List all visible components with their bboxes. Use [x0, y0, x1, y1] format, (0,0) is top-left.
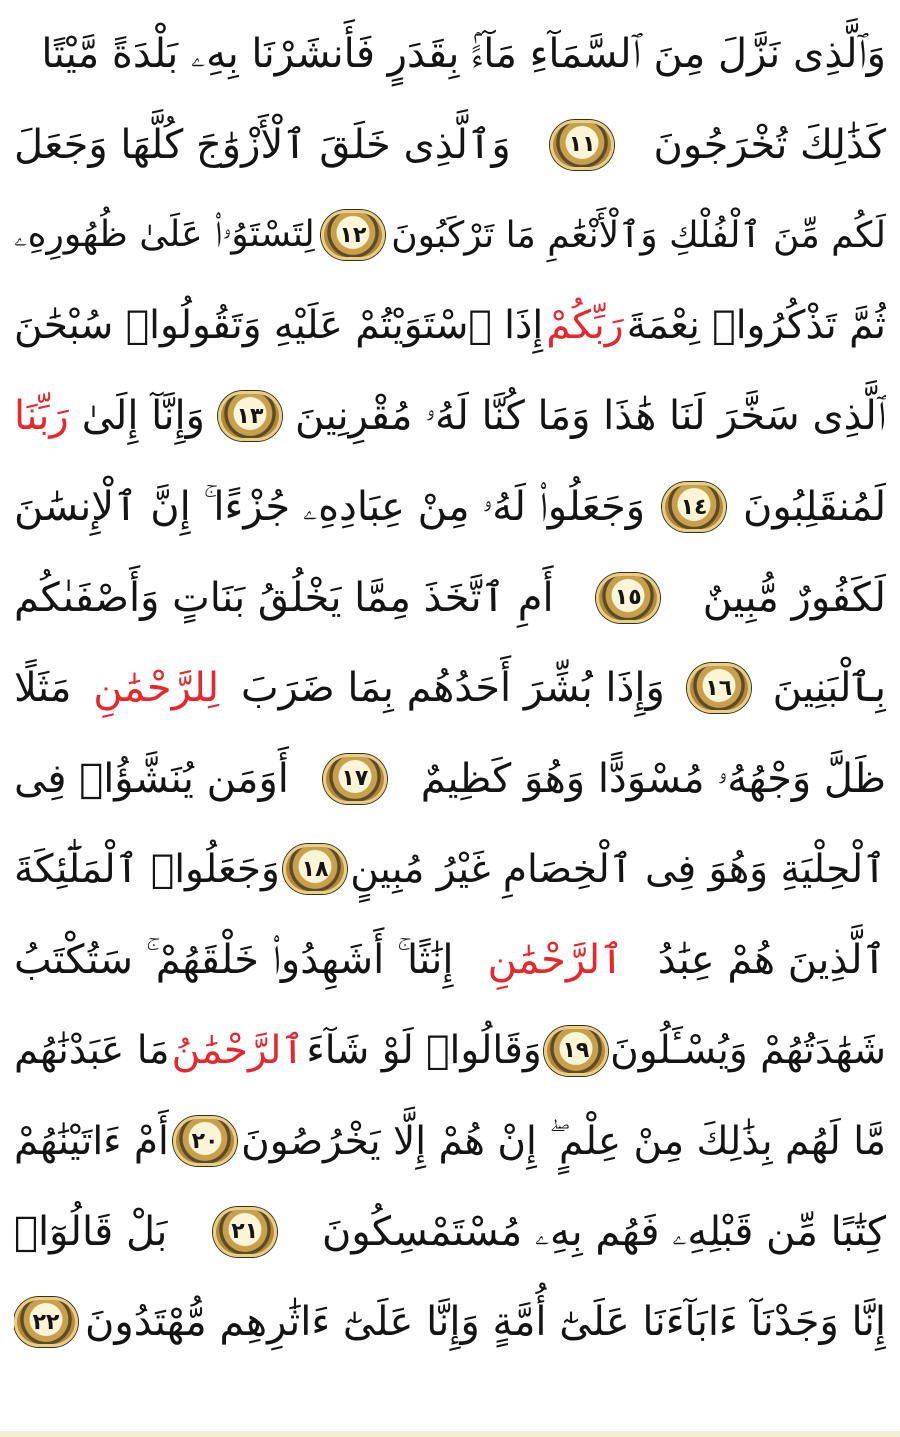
verse-line [14, 1190, 886, 1274]
verse-text: ظَلَّ وَجْهُهُۥ مُسْوَدًّا وَهُوَ كَظِيمٌ [420, 755, 886, 802]
verse-line [14, 918, 886, 1002]
ayah-number-marker: ٢٠ [173, 1116, 237, 1166]
verse-text: ثُمَّ تَذْكُرُوا۟ نِعْمَةَ [626, 303, 886, 349]
ayah-number-marker: ١٦ [687, 663, 751, 713]
verse-text: وَٱلَّذِى خَلَقَ ٱلْأَزْوَٰجَ كُلَّهَا وَجَعَلَ [14, 121, 511, 168]
verse-text: لَكَفُورٌ مُّبِينٌ [702, 574, 886, 621]
verse-text: وَجَعَلُوا۟ لَهُۥ مِنْ عِبَادِهِۦ جُزْءًا ۚ إِنَّ ٱلْإِنسَٰنَ [14, 484, 646, 530]
verse-line [14, 737, 886, 821]
verse-text: وَإِنَّآ إِلَىٰ [81, 393, 205, 440]
verse-line [14, 1280, 886, 1364]
divine-name-text: رَبِّنَا [14, 393, 69, 440]
verse-text: لَكُم مِّنَ ٱلْفُلْكِ وَٱلْأَنْعَٰمِ مَا تَرْكَبُونَ [391, 214, 886, 256]
verse-line [14, 284, 886, 368]
ayah-number-marker: ١٥ [596, 573, 660, 623]
ayah-number-marker: ١٤ [662, 482, 726, 532]
verse-text: أَمْ ءَاتَيْنَٰهُمْ [14, 1118, 169, 1164]
ayah-number-marker: ١٢ [321, 210, 385, 260]
verse-text: ٱلَّذِى سَخَّرَ لَنَا هَٰذَا وَمَا كُنَّا لَهُۥ مُقْرِنِينَ [295, 393, 886, 440]
ayah-number-marker: ١٨ [283, 844, 347, 894]
divine-name-text: ٱلرَّحْمَٰنِ [487, 937, 624, 983]
verse-text: وَٱلَّذِى نَزَّلَ مِنَ ٱلسَّمَآءِ مَآءًۢ بِقَدَرٍ فَأَنشَرْنَا بِهِۦ بَلْدَةً مَّيْتًا [41, 31, 886, 77]
verse-text: بِٱلْبَنِينَ [772, 665, 886, 712]
verse-line [14, 1009, 886, 1093]
verse-text: إِنَٰثًا ۚ أَشَهِدُوا۟ خَلْقَهُمْ ۚ سَتُكْتَبُ [14, 937, 454, 983]
verse-text: أَوَمَن يُنَشَّؤُا۟ فِى [14, 755, 289, 802]
verse-text: إِنَّا وَجَدْنَآ ءَابَآءَنَا عَلَىٰٓ أُمَّةٍ وَإِنَّا عَلَىٰٓ ءَاثَٰرِهِم مُّهْتَدُونَ [85, 1299, 886, 1346]
verse-text: مَثَلًا [14, 665, 72, 712]
verse-text: وَجَعَلُوا۟ ٱلْمَلَٰٓئِكَةَ [14, 846, 280, 892]
verse-text: ٱلْحِلْيَةِ وَهُوَ فِى ٱلْخِصَامِ غَيْرُ مُبِينٍ [350, 846, 886, 892]
divine-name-text: لِلرَّحْمَٰنِ [93, 665, 220, 712]
verse-text: وَقَالُوا۟ لَوْ شَآءَ [306, 1028, 542, 1074]
verse-text: إِذَا ٱسْتَوَيْتُمْ عَلَيْهِ وَتَقُولُوا۟ سُبْحَٰنَ [14, 303, 544, 349]
verse-line [14, 103, 886, 187]
verse-line [14, 646, 886, 730]
ayah-number-marker: ٢١ [213, 1207, 277, 1257]
verse-line [14, 12, 886, 96]
ayah-number-marker: ١١ [550, 120, 614, 170]
verse-line [14, 556, 886, 640]
verse-text: أَمِ ٱتَّخَذَ مِمَّا يَخْلُقُ بَنَاتٍ وَأَصْفَىٰكُم [14, 574, 554, 621]
verse-text: مَا عَبَدْنَٰهُم [14, 1028, 170, 1074]
verse-line [14, 827, 886, 911]
verse-line [14, 465, 886, 549]
verse-line [14, 193, 886, 277]
ayah-number-marker: ١٩ [544, 1026, 608, 1076]
verse-line [14, 1099, 886, 1183]
verse-text: وَإِذَا بُشِّرَ أَحَدُهُم بِمَا ضَرَبَ [241, 665, 665, 712]
ayah-number-marker: ١٧ [323, 754, 387, 804]
verse-text: شَهَٰدَتُهُمْ وَيُسْـَٔلُونَ [610, 1028, 886, 1074]
ayah-number-marker: ٢٢ [14, 1297, 78, 1347]
divine-name-text: ٱلرَّحْمَٰنُ [171, 1028, 305, 1074]
verse-text: ٱلَّذِينَ هُمْ عِبَٰدُ [657, 937, 886, 983]
ayah-number-marker: ١٣ [218, 391, 282, 441]
divine-name-text: رَبِّكُمْ [546, 303, 624, 349]
verse-text: كَذَٰلِكَ تُخْرَجُونَ [653, 121, 886, 168]
verse-text: لِتَسْتَوُۥا۟ عَلَىٰ ظُهُورِهِۦ [14, 214, 315, 256]
verse-text: كِتَٰبًا مِّن قَبْلِهِۦ فَهُم بِهِۦ مُسْتَمْسِكُونَ [322, 1208, 886, 1255]
verse-line [14, 374, 886, 458]
verse-text: مَّا لَهُم بِذَٰلِكَ مِنْ عِلْمٍ ۖ إِنْ هُمْ إِلَّا يَخْرُصُونَ [241, 1118, 886, 1164]
page-bottom-border [0, 1431, 900, 1437]
verse-text: بَلْ قَالُوٓا۟ [14, 1208, 168, 1255]
verse-text: لَمُنقَلِبُونَ [743, 484, 886, 530]
